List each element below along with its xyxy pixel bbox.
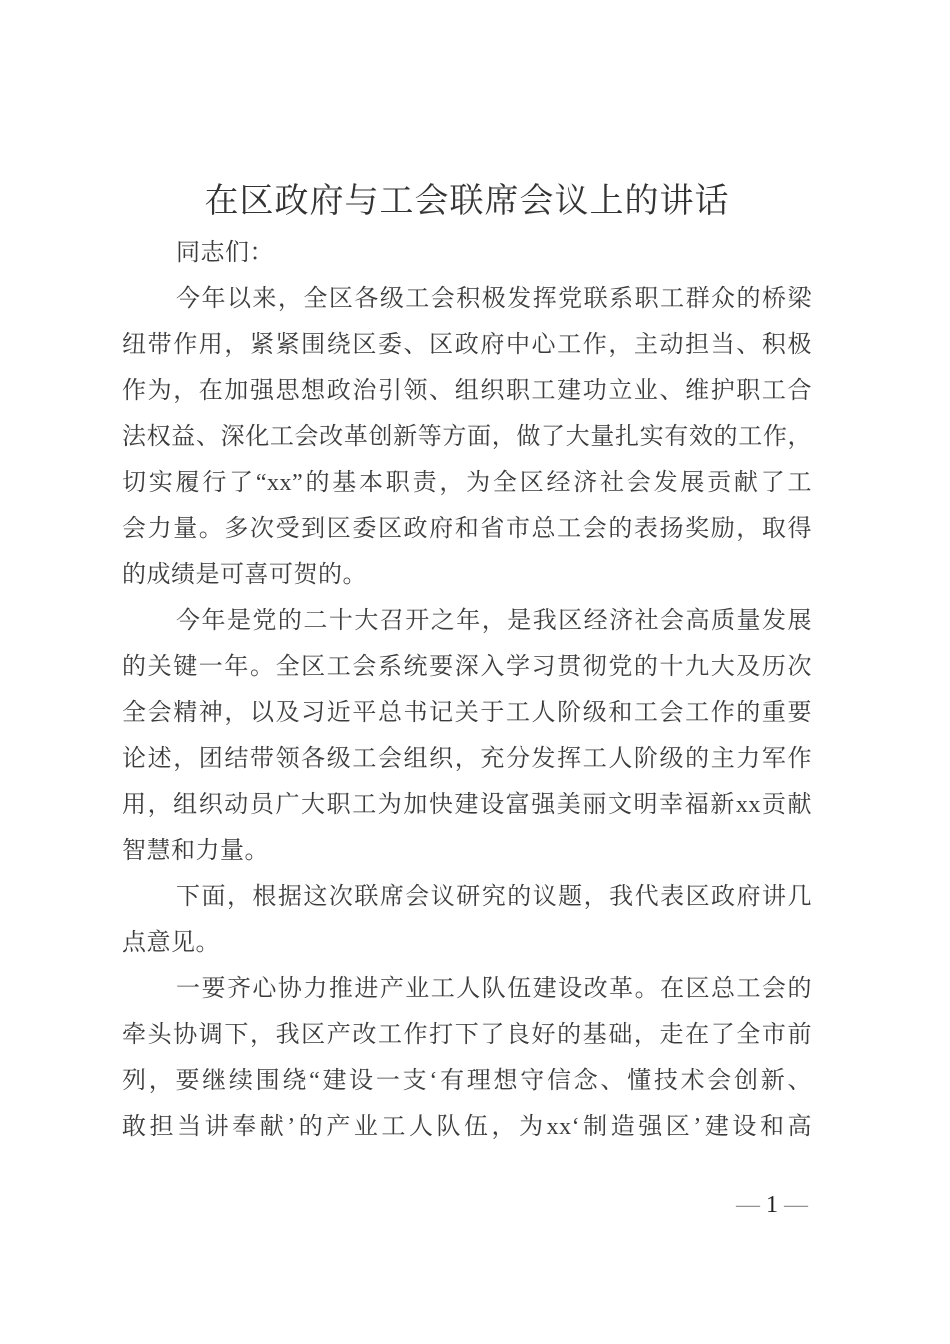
text-line: 列，要继续围绕“建设一支‘有理想守信念、懂技术会创新、 bbox=[122, 1068, 812, 1094]
text-line: 同志们： bbox=[176, 240, 274, 266]
text-line: 智慧和力量。 bbox=[122, 838, 269, 864]
page-number-value: 1 bbox=[766, 1192, 778, 1218]
text-line: 论述，团结带领各级工会组织，充分发挥工人阶级的主力军作 bbox=[122, 746, 812, 772]
text-line: 敢担当讲奉献’的产业工人队伍，为xx‘制造强区’建设和高 bbox=[122, 1114, 812, 1140]
text-line: 点意见。 bbox=[122, 930, 220, 956]
document-content bbox=[122, 0, 812, 1150]
document-body bbox=[122, 230, 812, 1150]
text-line: 牵头协调下，我区产改工作打下了良好的基础，走在了全市前 bbox=[122, 1022, 812, 1048]
text-line: 用，组织动员广大职工为加快建设富强美丽文明幸福新xx贡献 bbox=[122, 792, 812, 818]
text-line: 会力量。多次受到区委区政府和省市总工会的表扬奖励，取得 bbox=[122, 516, 812, 542]
text-line: 的关键一年。全区工会系统要深入学习贯彻党的十九大及历次 bbox=[122, 654, 812, 680]
text-line: 的成绩是可喜可贺的。 bbox=[122, 562, 367, 588]
text-line: 作为，在加强思想政治引领、组织职工建功立业、维护职工合 bbox=[122, 378, 812, 404]
text-line: 今年是党的二十大召开之年，是我区经济社会高质量发展 bbox=[176, 608, 812, 634]
document-title: 在区政府与工会联席会议上的讲话 bbox=[204, 183, 730, 220]
page-number-dash-right: — bbox=[784, 1192, 808, 1218]
page-number bbox=[736, 1190, 808, 1220]
text-line: 一要齐心协力推进产业工人队伍建设改革。在区总工会的 bbox=[176, 976, 812, 1002]
text-line: 纽带作用，紧紧围绕区委、区政府中心工作，主动担当、积极 bbox=[122, 332, 812, 358]
page-number-dash-left: — bbox=[736, 1192, 760, 1218]
text-line: 今年以来，全区各级工会积极发挥党联系职工群众的桥梁 bbox=[176, 286, 812, 312]
text-line: 法权益、深化工会改革创新等方面，做了大量扎实有效的工作， bbox=[122, 424, 812, 450]
text-line: 下面，根据这次联席会议研究的议题，我代表区政府讲几 bbox=[176, 884, 812, 910]
text-line: 全会精神，以及习近平总书记关于工人阶级和工会工作的重要 bbox=[122, 700, 812, 726]
text-line: 切实履行了“xx”的基本职责，为全区经济社会发展贡献了工 bbox=[122, 470, 812, 496]
